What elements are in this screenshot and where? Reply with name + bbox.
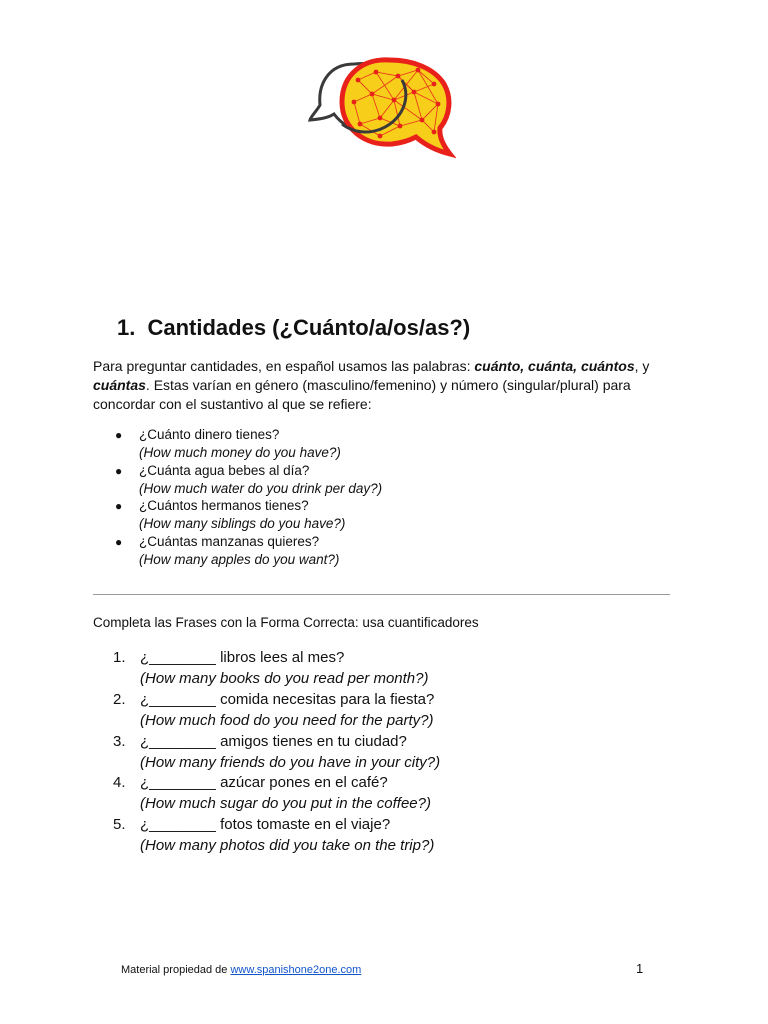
example-english: (How many siblings do you have?) — [139, 516, 346, 531]
exercise-item — [113, 647, 440, 689]
list-item — [115, 462, 382, 498]
horizontal-divider — [93, 594, 670, 595]
bullet-icon: ● — [115, 463, 123, 478]
exercise-item — [113, 689, 440, 731]
exercise-translation: (How much sugar do you put in the coffee?) — [140, 795, 431, 813]
section-title: Cantidades (¿Cuánto/a/os/as?) — [147, 315, 471, 340]
keyword-cuanto: cuánto — [474, 358, 521, 374]
exercise-sentence: ¿________ comida necesitas para la fiesta? — [140, 690, 435, 708]
bullet-icon: ● — [115, 499, 123, 513]
exercise-number: 2. — [113, 690, 126, 708]
exercise-number: 3. — [113, 732, 126, 750]
exercise-item — [113, 772, 440, 814]
exercise-translation: (How many photos did you take on the trip?) — [140, 837, 435, 855]
exercise-translation: (How many friends do you have in your city?) — [140, 753, 441, 771]
examples-list — [115, 426, 382, 568]
example-english: (How many apples do you want?) — [139, 551, 340, 567]
logo — [306, 50, 456, 162]
section-heading — [117, 315, 470, 341]
exercise-instructions: Completa las Frases con la Forma Correcta: usa cuantificadores — [93, 615, 479, 630]
list-item — [115, 497, 382, 533]
list-item — [115, 426, 382, 462]
keyword-cuantos: cuántos — [580, 358, 635, 374]
list-item — [115, 533, 382, 569]
bullet-icon: ● — [115, 428, 123, 442]
example-spanish: ¿Cuántas manzanas quieres? — [139, 533, 320, 549]
keyword-separator: , — [520, 358, 529, 374]
bullet-icon: ● — [115, 534, 123, 549]
exercise-translation: (How much food do you need for the party?) — [140, 711, 434, 729]
exercise-translation: (How many books do you read per month?) — [140, 670, 429, 687]
website-link[interactable]: www.spanishone2one.com — [230, 964, 362, 976]
exercise-list — [113, 647, 440, 856]
exercise-sentence: ¿________ azúcar pones en el café? — [140, 774, 388, 792]
exercise-item — [113, 814, 440, 856]
example-spanish: ¿Cuánta agua bebes al día? — [139, 462, 310, 478]
keyword-cuanta: cuánta — [528, 358, 574, 374]
example-english: (How much money do you have?) — [139, 445, 341, 460]
section-number: 1. — [117, 315, 136, 340]
example-spanish: ¿Cuánto dinero tienes? — [139, 427, 280, 442]
example-english: (How much water do you drink per day?) — [139, 480, 383, 496]
example-spanish: ¿Cuántos hermanos tienes? — [139, 498, 309, 513]
exercise-number: 1. — [113, 649, 126, 666]
intro-paragraph — [93, 357, 683, 414]
exercise-sentence: ¿________ libros lees al mes? — [140, 649, 345, 666]
exercise-sentence: ¿________ amigos tienes en tu ciudad? — [140, 732, 407, 750]
exercise-item — [113, 731, 440, 773]
exercise-number: 4. — [113, 774, 126, 792]
speech-bubbles-network-icon — [306, 50, 456, 162]
keyword-separator: , y — [634, 358, 650, 374]
intro-text-part2: . Estas varían en género (masculino/femenino) y número (singular/plural) para concordar con el sustantivo al que se refiere: — [93, 377, 631, 412]
keyword-separator: , — [573, 358, 581, 374]
intro-text-part1: Para preguntar cantidades, en español usamos las palabras: — [93, 358, 475, 374]
keyword-cuantas: cuántas — [93, 377, 146, 393]
footer-text: Material propiedad de — [121, 964, 231, 976]
exercise-number: 5. — [113, 816, 126, 834]
page-number: 1 — [636, 961, 644, 976]
exercise-sentence: ¿________ fotos tomaste en el viaje? — [140, 816, 391, 834]
footer — [121, 963, 361, 977]
